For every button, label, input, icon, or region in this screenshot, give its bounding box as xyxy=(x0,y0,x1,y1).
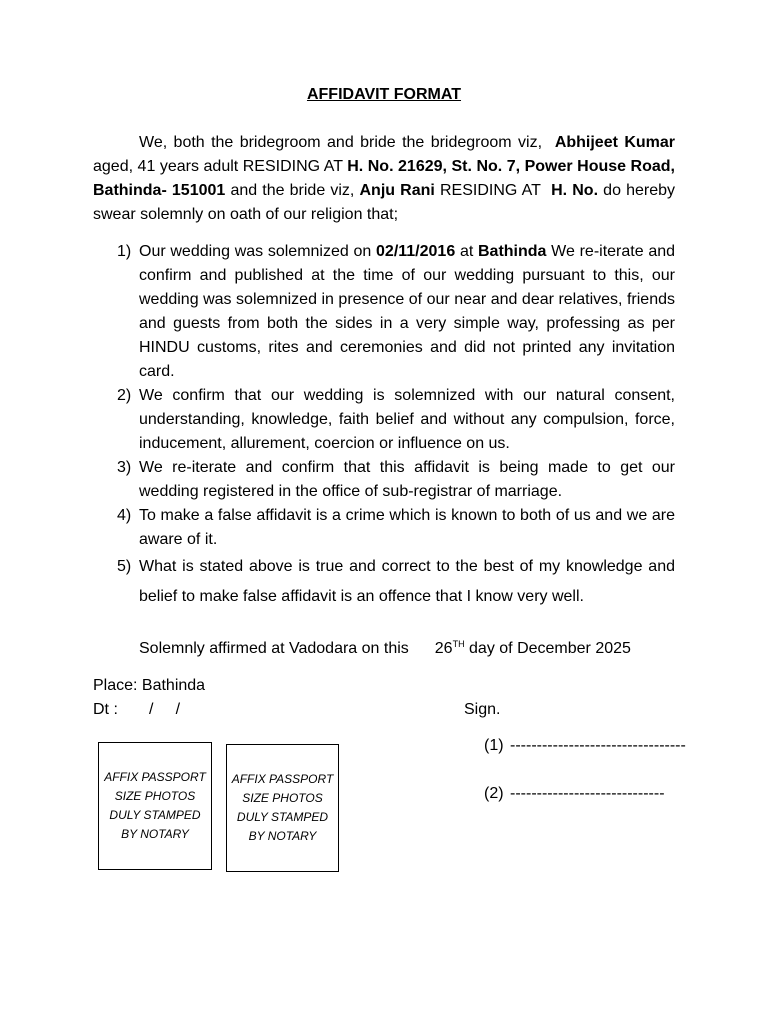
date-line: Dt : / / xyxy=(93,701,181,718)
point-text: We confirm that our wedding is solemnized with our natural consent, understanding, knowledge, faith belief and without any compulsion, force, inducement, allurement, coercion or influence on us. xyxy=(139,387,675,452)
list-number: 4) xyxy=(117,507,132,524)
point-text: We re-iterate and confirm that this affidavit is being made to get our wedding registered in the office of sub-registrar of marriage. xyxy=(139,459,675,500)
signature-dashes: ----------------------------- xyxy=(510,785,665,802)
groom-name: Abhijeet Kumar xyxy=(554,134,675,151)
signature-dashes: --------------------------------- xyxy=(510,737,686,754)
place-line: Place: Bathinda xyxy=(93,677,206,694)
affirmation-day: 26 xyxy=(434,640,453,657)
wedding-place: Bathinda xyxy=(478,243,547,260)
signature-line-1 xyxy=(484,735,686,757)
photo-box-text: AFFIX PASSPORT SIZE PHOTOS DULY STAMPED BY NOTARY xyxy=(231,772,334,843)
point-text: Our wedding was solemnized on xyxy=(139,243,372,260)
signature-label: (2) xyxy=(484,785,504,802)
sign-label: Sign. xyxy=(464,701,501,718)
intro-text-4: RESIDING AT xyxy=(440,182,541,199)
list-item xyxy=(93,384,675,456)
affirmation-suffix: day of December 2025 xyxy=(469,640,631,657)
affirmation-day-suffix: TH xyxy=(452,639,465,649)
intro-text-5: do hereby swear solemnly on oath of our religion that; xyxy=(93,182,676,223)
photo-box-2 xyxy=(226,744,339,872)
point-text: We re-iterate and confirm and published at the time of our wedding pursuant to this, our wedding was solemnized in presence of our near and dear relatives, friends and guests from both the sides in a very simple way, professing as per HINDU customs, rites and ceremonies and did not printed any invitation card. xyxy=(139,243,676,380)
photo-box-1 xyxy=(98,742,212,870)
point-text: at xyxy=(459,243,474,260)
signature-label: (1) xyxy=(484,737,504,754)
affirmation-prefix: Solemnly affirmed at Vadodara on this xyxy=(139,640,409,657)
intro-text-1: We, both the bridegroom and bride the bridegroom viz, xyxy=(139,134,543,151)
intro-paragraph xyxy=(93,131,675,227)
bride-address: H. No. xyxy=(551,182,599,199)
list-number: 3) xyxy=(117,459,132,476)
document-title: AFFIDAVIT FORMAT xyxy=(306,86,462,103)
list-number: 2) xyxy=(117,387,132,404)
affirmation-line xyxy=(139,638,631,660)
intro-text-3: and the bride viz, xyxy=(230,182,355,199)
groom-address: H. No. 21629, St. No. 7, Power House Road, Bathinda- 151001 xyxy=(93,158,676,199)
list-item xyxy=(93,504,675,552)
point-text: What is stated above is true and correct to the best of my knowledge and belief to make false affidavit is an offence that I know very well. xyxy=(139,558,675,605)
photo-box-text: AFFIX PASSPORT SIZE PHOTOS DULY STAMPED BY NOTARY xyxy=(104,770,206,841)
point-text: To make a false affidavit is a crime which is known to both of us and we are aware of it. xyxy=(139,507,675,548)
list-item xyxy=(93,552,675,612)
list-item xyxy=(93,240,675,384)
signature-line-2 xyxy=(484,783,665,805)
list-item xyxy=(93,456,675,504)
affidavit-points xyxy=(93,240,675,612)
wedding-date: 02/11/2016 xyxy=(376,243,456,260)
list-number: 1) xyxy=(117,243,132,260)
list-number: 5) xyxy=(117,558,132,575)
intro-text-2: aged, 41 years adult RESIDING AT xyxy=(93,158,343,175)
bride-name: Anju Rani xyxy=(359,182,435,199)
